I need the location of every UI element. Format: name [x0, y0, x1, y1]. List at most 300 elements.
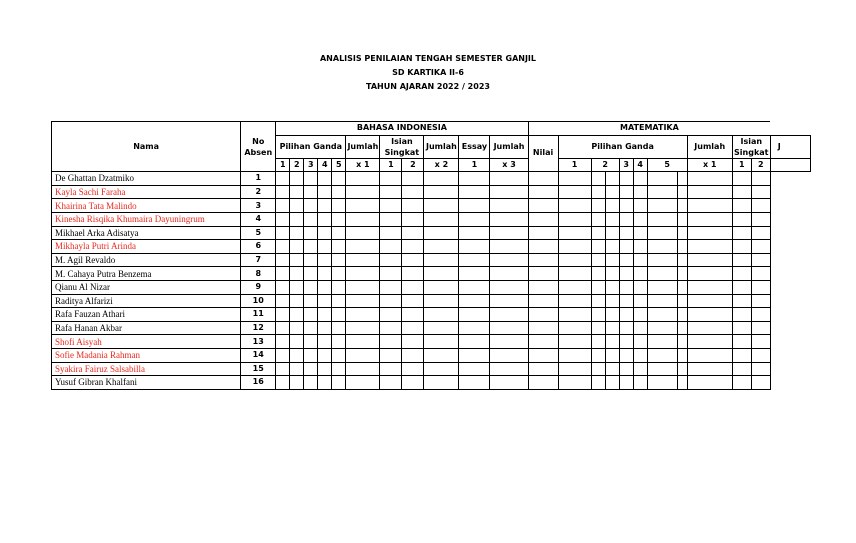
- score-cell: [528, 185, 558, 199]
- score-cell: [591, 280, 605, 294]
- student-no-absen: 14: [241, 348, 276, 362]
- score-cell: [332, 267, 346, 281]
- score-cell: [459, 199, 490, 213]
- score-cell: [619, 335, 633, 349]
- score-cell: [424, 321, 459, 335]
- score-cell: [490, 199, 528, 213]
- score-cell: [318, 294, 332, 308]
- score-cell: [647, 348, 677, 362]
- score-cell: [591, 376, 605, 390]
- score-cell: [751, 253, 770, 267]
- student-name: M. Cahaya Putra Benzema: [52, 267, 241, 281]
- score-cell: [290, 185, 304, 199]
- score-cell: [332, 253, 346, 267]
- score-cell: [687, 185, 732, 199]
- score-cell: [605, 172, 619, 186]
- score-cell: [304, 335, 318, 349]
- score-cell: [619, 348, 633, 362]
- score-cell: [687, 280, 732, 294]
- bi-pg-col-4: 4: [318, 158, 332, 172]
- student-no-absen: 15: [241, 362, 276, 376]
- table-row: [52, 172, 811, 186]
- score-cell: [605, 280, 619, 294]
- score-cell: [459, 172, 490, 186]
- score-cell: [380, 335, 402, 349]
- score-cell: [591, 335, 605, 349]
- score-cell: [380, 185, 402, 199]
- bi-pg-col-2: 2: [290, 158, 304, 172]
- header-bi-pilihan-ganda: Pilihan Ganda: [276, 135, 346, 158]
- header-bahasa-indonesia: BAHASA INDONESIA: [276, 122, 528, 136]
- score-cell: [633, 335, 647, 349]
- score-cell: [346, 253, 380, 267]
- bi-pg-col-5: 5: [332, 158, 346, 172]
- score-cell: [380, 280, 402, 294]
- score-cell: [732, 335, 751, 349]
- score-cell: [424, 172, 459, 186]
- score-cell: [380, 376, 402, 390]
- score-cell: [490, 335, 528, 349]
- score-cell: [380, 199, 402, 213]
- score-cell: [490, 240, 528, 254]
- header-bi-essay: Essay: [459, 135, 490, 158]
- score-cell: [290, 308, 304, 322]
- score-cell: [619, 267, 633, 281]
- table-row: [52, 321, 811, 335]
- score-cell: [558, 185, 591, 199]
- score-cell: [558, 321, 591, 335]
- score-cell: [304, 267, 318, 281]
- score-cell: [490, 212, 528, 226]
- bi-is-col-1: 1: [380, 158, 402, 172]
- score-cell: [633, 172, 647, 186]
- score-cell: [304, 240, 318, 254]
- student-no-absen: 8: [241, 267, 276, 281]
- score-cell: [459, 253, 490, 267]
- score-cell: [346, 376, 380, 390]
- score-cell: [318, 226, 332, 240]
- table-row: [52, 185, 811, 199]
- student-name: Yusuf Gibran Khalfani: [52, 376, 241, 390]
- score-cell: [276, 308, 290, 322]
- score-cell: [424, 240, 459, 254]
- student-name: Kayla Sachi Faraha: [52, 185, 241, 199]
- score-cell: [528, 335, 558, 349]
- score-cell: [619, 172, 633, 186]
- score-cell: [346, 321, 380, 335]
- score-cell: [528, 240, 558, 254]
- score-cell: [647, 226, 677, 240]
- score-cell: [459, 185, 490, 199]
- score-cell: [332, 308, 346, 322]
- score-cell: [687, 308, 732, 322]
- score-cell: [290, 294, 304, 308]
- score-cell: [591, 185, 605, 199]
- score-cell: [380, 253, 402, 267]
- score-cell: [346, 226, 380, 240]
- score-cell: [490, 294, 528, 308]
- score-cell: [751, 362, 770, 376]
- score-cell: [647, 335, 677, 349]
- mtk-pg-col-3: 3: [619, 158, 633, 172]
- score-cell: [605, 185, 619, 199]
- score-cell: [633, 376, 647, 390]
- academic-year: TAHUN AJARAN 2022 / 2023: [366, 82, 490, 91]
- score-cell: [732, 362, 751, 376]
- score-cell: [290, 362, 304, 376]
- score-cell: [591, 321, 605, 335]
- score-cell: [647, 185, 677, 199]
- mtk-jumlah-cut-blank: [770, 158, 810, 172]
- score-cell: [677, 280, 687, 294]
- score-cell: [677, 335, 687, 349]
- score-cell: [687, 321, 732, 335]
- table-row: [52, 348, 811, 362]
- student-no-absen: 16: [241, 376, 276, 390]
- score-cell: [276, 335, 290, 349]
- score-cell: [318, 321, 332, 335]
- score-cell: [332, 185, 346, 199]
- table-row: [52, 212, 811, 226]
- score-cell: [558, 308, 591, 322]
- score-cell: [304, 280, 318, 294]
- student-no-absen: 10: [241, 294, 276, 308]
- score-cell: [304, 199, 318, 213]
- student-no-absen: 3: [241, 199, 276, 213]
- score-cell: [687, 253, 732, 267]
- score-cell: [633, 321, 647, 335]
- score-cell: [605, 226, 619, 240]
- header-bi-jumlah-pg: Jumlah: [346, 135, 380, 158]
- score-cell: [528, 294, 558, 308]
- score-cell: [332, 321, 346, 335]
- score-cell: [528, 267, 558, 281]
- table-row: [52, 240, 811, 254]
- score-cell: [276, 348, 290, 362]
- score-cell: [732, 253, 751, 267]
- score-cell: [332, 280, 346, 294]
- score-cell: [318, 376, 332, 390]
- table-row: [52, 253, 811, 267]
- score-cell: [276, 226, 290, 240]
- score-cell: [732, 240, 751, 254]
- score-cell: [402, 267, 424, 281]
- student-no-absen: 11: [241, 308, 276, 322]
- student-name: Mikhael Arka Adisatya: [52, 226, 241, 240]
- score-cell: [490, 267, 528, 281]
- score-cell: [346, 185, 380, 199]
- score-cell: [677, 321, 687, 335]
- bi-jumlah-x1: x 1: [346, 158, 380, 172]
- score-cell: [318, 267, 332, 281]
- score-cell: [619, 185, 633, 199]
- score-cell: [677, 348, 687, 362]
- score-cell: [290, 348, 304, 362]
- score-cell: [528, 226, 558, 240]
- score-cell: [380, 212, 402, 226]
- score-cell: [732, 280, 751, 294]
- score-cell: [346, 294, 380, 308]
- score-cell: [346, 308, 380, 322]
- header-nama: Nama: [52, 122, 241, 172]
- score-cell: [558, 172, 591, 186]
- score-cell: [751, 240, 770, 254]
- score-cell: [332, 294, 346, 308]
- score-cell: [490, 226, 528, 240]
- student-no-absen: 4: [241, 212, 276, 226]
- score-cell: [647, 240, 677, 254]
- header-mtk-pilihan-ganda: Pilihan Ganda: [558, 135, 687, 158]
- score-cell: [751, 172, 770, 186]
- student-no-absen: 12: [241, 321, 276, 335]
- score-cell: [633, 280, 647, 294]
- score-cell: [751, 308, 770, 322]
- score-cell: [276, 280, 290, 294]
- score-cell: [459, 362, 490, 376]
- score-cell: [290, 376, 304, 390]
- score-cell: [558, 362, 591, 376]
- score-cell: [619, 294, 633, 308]
- score-cell: [605, 240, 619, 254]
- table-row: [52, 335, 811, 349]
- score-cell: [304, 308, 318, 322]
- score-cell: [732, 212, 751, 226]
- score-cell: [605, 335, 619, 349]
- bi-jumlah-x2: x 2: [424, 158, 459, 172]
- score-cell: [677, 362, 687, 376]
- score-cell: [528, 212, 558, 226]
- score-cell: [732, 172, 751, 186]
- score-cell: [290, 335, 304, 349]
- score-cell: [332, 335, 346, 349]
- score-cell: [332, 172, 346, 186]
- score-cell: [402, 362, 424, 376]
- score-cell: [528, 253, 558, 267]
- score-cell: [605, 321, 619, 335]
- student-no-absen: 7: [241, 253, 276, 267]
- score-cell: [318, 362, 332, 376]
- score-cell: [304, 172, 318, 186]
- score-cell: [677, 226, 687, 240]
- score-cell: [677, 172, 687, 186]
- score-cell: [304, 212, 318, 226]
- bi-is-col-2: 2: [402, 158, 424, 172]
- score-cell: [424, 308, 459, 322]
- score-cell: [424, 212, 459, 226]
- score-cell: [677, 267, 687, 281]
- header-mtk-jumlah-pg: Jumlah: [687, 135, 732, 158]
- score-cell: [332, 199, 346, 213]
- score-cell: [346, 280, 380, 294]
- score-cell: [276, 172, 290, 186]
- score-cell: [751, 376, 770, 390]
- student-no-absen: 1: [241, 172, 276, 186]
- score-cell: [490, 348, 528, 362]
- score-cell: [647, 253, 677, 267]
- score-cell: [591, 267, 605, 281]
- score-cell: [332, 212, 346, 226]
- bi-pg-col-1: 1: [276, 158, 290, 172]
- score-cell: [605, 267, 619, 281]
- score-cell: [619, 199, 633, 213]
- score-cell: [424, 348, 459, 362]
- mtk-pg-col-2: 2: [591, 158, 619, 172]
- score-cell: [633, 253, 647, 267]
- score-cell: [558, 335, 591, 349]
- score-cell: [318, 335, 332, 349]
- score-cell: [346, 172, 380, 186]
- score-cell: [647, 172, 677, 186]
- score-cell: [732, 199, 751, 213]
- score-cell: [633, 362, 647, 376]
- score-cell: [751, 226, 770, 240]
- score-cell: [459, 321, 490, 335]
- score-cell: [558, 199, 591, 213]
- student-name: Syakira Fairuz Salsabilla: [52, 362, 241, 376]
- score-cell: [677, 199, 687, 213]
- score-cell: [591, 226, 605, 240]
- score-cell: [677, 240, 687, 254]
- score-cell: [402, 294, 424, 308]
- score-cell: [558, 294, 591, 308]
- score-cell: [490, 376, 528, 390]
- student-name: Shofi Aisyah: [52, 335, 241, 349]
- score-cell: [424, 335, 459, 349]
- score-cell: [732, 294, 751, 308]
- student-no-absen: 2: [241, 185, 276, 199]
- score-cell: [677, 185, 687, 199]
- score-cell: [290, 280, 304, 294]
- score-cell: [346, 212, 380, 226]
- score-cell: [402, 321, 424, 335]
- student-name: Raditya Alfarizi: [52, 294, 241, 308]
- score-cell: [290, 321, 304, 335]
- score-cell: [528, 308, 558, 322]
- score-cell: [380, 240, 402, 254]
- score-cell: [402, 280, 424, 294]
- student-name: De Ghattan Dzatmiko: [52, 172, 241, 186]
- report-title: ANALISIS PENILAIAN TENGAH SEMESTER GANJIL: [319, 54, 536, 63]
- score-cell: [380, 267, 402, 281]
- score-cell: [276, 185, 290, 199]
- score-cell: [346, 240, 380, 254]
- score-cell: [732, 185, 751, 199]
- score-cell: [605, 362, 619, 376]
- table-row: [52, 294, 811, 308]
- score-cell: [605, 212, 619, 226]
- score-cell: [687, 172, 732, 186]
- school-name: SD KARTIKA II-6: [392, 68, 464, 77]
- mtk-is-col-1: 1: [732, 158, 751, 172]
- score-cell: [318, 308, 332, 322]
- score-cell: [633, 212, 647, 226]
- score-cell: [346, 199, 380, 213]
- score-cell: [677, 253, 687, 267]
- score-cell: [605, 199, 619, 213]
- score-cell: [677, 294, 687, 308]
- score-cell: [318, 280, 332, 294]
- score-cell: [304, 321, 318, 335]
- score-cell: [677, 212, 687, 226]
- table-row: [52, 362, 811, 376]
- score-cell: [490, 308, 528, 322]
- score-cell: [332, 376, 346, 390]
- mtk-jumlah-x1: x 1: [687, 158, 732, 172]
- score-cell: [647, 294, 677, 308]
- score-cell: [380, 348, 402, 362]
- score-cell: [687, 294, 732, 308]
- mtk-pg-col-1: 1: [558, 158, 591, 172]
- header-row-subjects: [52, 122, 811, 136]
- score-cell: [490, 321, 528, 335]
- student-name: Rafa Hanan Akbar: [52, 321, 241, 335]
- score-cell: [605, 253, 619, 267]
- student-name: Rafa Fauzan Athari: [52, 308, 241, 322]
- score-cell: [558, 240, 591, 254]
- score-cell: [332, 362, 346, 376]
- student-name: Mikhayla Putri Arinda: [52, 240, 241, 254]
- score-cell: [633, 348, 647, 362]
- mtk-pg-col-4: 4: [633, 158, 647, 172]
- table-row: [52, 267, 811, 281]
- score-cell: [633, 240, 647, 254]
- score-cell: [346, 267, 380, 281]
- score-cell: [687, 212, 732, 226]
- score-cell: [751, 212, 770, 226]
- score-cell: [318, 185, 332, 199]
- score-cell: [332, 348, 346, 362]
- bi-jumlah-x3: x 3: [490, 158, 528, 172]
- score-cell: [290, 172, 304, 186]
- score-cell: [732, 308, 751, 322]
- score-cell: [633, 199, 647, 213]
- score-cell: [424, 185, 459, 199]
- mtk-pg-col-5: 5: [647, 158, 687, 172]
- score-cell: [619, 376, 633, 390]
- score-cell: [380, 362, 402, 376]
- score-cell: [424, 294, 459, 308]
- score-cell: [558, 348, 591, 362]
- score-cell: [490, 362, 528, 376]
- score-cell: [346, 348, 380, 362]
- score-cell: [633, 308, 647, 322]
- score-cell: [751, 335, 770, 349]
- score-cell: [619, 308, 633, 322]
- score-cell: [687, 376, 732, 390]
- table-row: [52, 308, 811, 322]
- score-cell: [459, 376, 490, 390]
- score-cell: [290, 253, 304, 267]
- score-cell: [605, 294, 619, 308]
- score-cell: [647, 362, 677, 376]
- student-name: M. Agil Revaldo: [52, 253, 241, 267]
- score-cell: [459, 308, 490, 322]
- score-cell: [751, 294, 770, 308]
- header-bi-isian-singkat: Isian Singkat: [380, 135, 424, 158]
- score-cell: [647, 308, 677, 322]
- score-cell: [459, 335, 490, 349]
- score-cell: [346, 362, 380, 376]
- score-cell: [591, 199, 605, 213]
- score-cell: [751, 348, 770, 362]
- score-cell: [276, 362, 290, 376]
- score-cell: [751, 280, 770, 294]
- student-no-absen: 6: [241, 240, 276, 254]
- score-cell: [304, 348, 318, 362]
- score-cell: [687, 335, 732, 349]
- score-cell: [591, 308, 605, 322]
- score-cell: [687, 199, 732, 213]
